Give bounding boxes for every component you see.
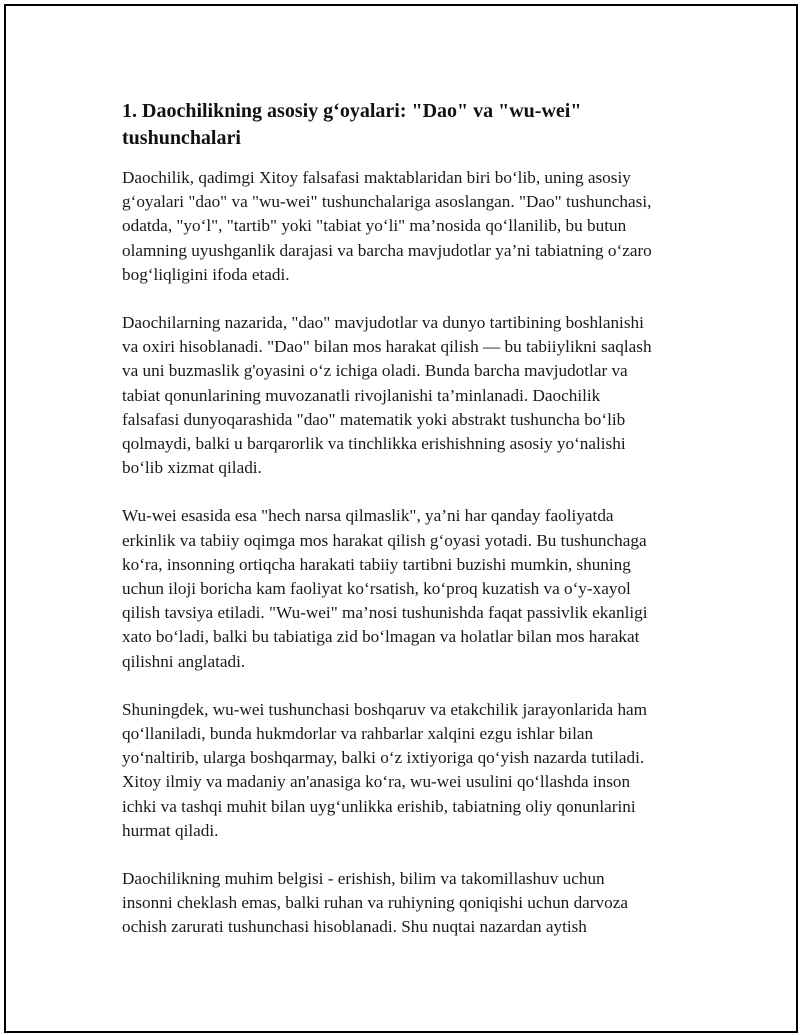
- text-line: olamning uyushganlik darajasi va barcha mavjudotlar ya’ni tabiatning o‘zaro: [122, 240, 652, 260]
- text-line: Shuningdek, wu-wei tushunchasi boshqaruv va etakchilik jarayonlarida ham: [122, 699, 648, 719]
- text-line: bog‘liqligini ifoda etadi.: [122, 264, 290, 284]
- paragraph-3: [122, 504, 694, 673]
- text-line: xato bo‘ladi, balki bu tabiatiga zid bo‘lmagan va holatlar bilan mos harakat: [122, 627, 640, 647]
- text-line: Daochilikning muhim belgisi - erishish, bilim va takomillashuv uchun: [122, 869, 605, 889]
- text-line: falsafasi dunyoqarashida "dao" matematik yoki abstrakt tushuncha bo‘lib: [122, 409, 626, 429]
- text-line: hurmat qiladi.: [122, 820, 219, 840]
- text-line: yo‘naltirib, ularga boshqarmay, balki o‘z ixtiyoriga qo‘yish nazarda tutiladi.: [122, 748, 645, 768]
- text-line: uchun iloji boricha kam faoliyat ko‘rsatish, ko‘proq kuzatish va o‘y-xayol: [122, 579, 631, 599]
- text-line: qilishni anglatadi.: [122, 651, 246, 671]
- text-line: Xitoy ilmiy va madaniy an'anasiga ko‘ra, wu-wei usulini qo‘llashda inson: [122, 772, 631, 792]
- text-line: erkinlik va tabiiy oqimga mos harakat qilish g‘oyasi yotadi. Bu tushunchaga: [122, 530, 647, 550]
- text-line: insonni cheklash emas, balki ruhan va ruhiyning qoniqishi uchun darvoza: [122, 893, 628, 913]
- text-line: qilish tavsiya etiladi. "Wu-wei" ma’nosi tushunishda faqat passivlik ekanligi: [122, 603, 648, 623]
- text-line: Daochilik, qadimgi Xitoy falsafasi maktablaridan biri bo‘lib, uning asosiy: [122, 168, 631, 187]
- paragraph-4: [122, 698, 694, 843]
- text-line: ko‘ra, insonning ortiqcha harakati tabiiy tartibni buzishi mumkin, shuning: [122, 554, 631, 574]
- text-line: qo‘llaniladi, bunda hukmdorlar va rahbarlar xalqini ezgu ishlar bilan: [122, 724, 594, 744]
- section-title-line: tushunchalari: [122, 127, 241, 149]
- text-line: qolmaydi, balki u barqarorlik va tinchlikka erishishning asosiy yo‘nalishi: [122, 434, 626, 454]
- text-line: va oxiri hisoblanadi. "Dao" bilan mos harakat qilish — bu tabiiylikni saqlash: [122, 337, 652, 357]
- paragraph-2: [122, 311, 694, 480]
- text-line: va uni buzmaslik g'oyasini o‘z ichiga oladi. Bunda barcha mavjudotlar va: [122, 361, 628, 381]
- text-line: ochish zarurati tushunchasi hisoblanadi. Shu nuqtai nazardan aytish: [122, 917, 587, 937]
- section-title: [122, 98, 694, 152]
- document-body: [122, 98, 694, 964]
- paragraph-1: [122, 166, 694, 287]
- text-line: Daochilarning nazarida, "dao" mavjudotlar va dunyo tartibining boshlanishi: [122, 313, 644, 333]
- text-line: Wu-wei esasida esa "hech narsa qilmaslik", ya’ni har qanday faoliyatda: [122, 506, 614, 526]
- text-line: g‘oyalari "dao" va "wu-wei" tushunchalariga asoslangan. "Dao" tushunchasi,: [122, 192, 652, 212]
- text-line: tabiat qonunlarining muvozanatli rivojlanishi ta’minlanadi. Daochilik: [122, 385, 601, 405]
- section-title-line: 1. Daochilikning asosiy g‘oyalari: "Dao" va "wu-wei": [122, 100, 582, 122]
- text-line: odatda, "yo‘l", "tartib" yoki "tabiat yo‘li" ma’nosida qo‘llanilib, bu butun: [122, 216, 627, 236]
- text-line: bo‘lib xizmat qiladi.: [122, 458, 262, 478]
- paragraph-5: [122, 867, 694, 940]
- page-frame: [4, 4, 798, 1033]
- text-line: ichki va tashqi muhit bilan uyg‘unlikka erishib, tabiatning oliy qonunlarini: [122, 796, 636, 816]
